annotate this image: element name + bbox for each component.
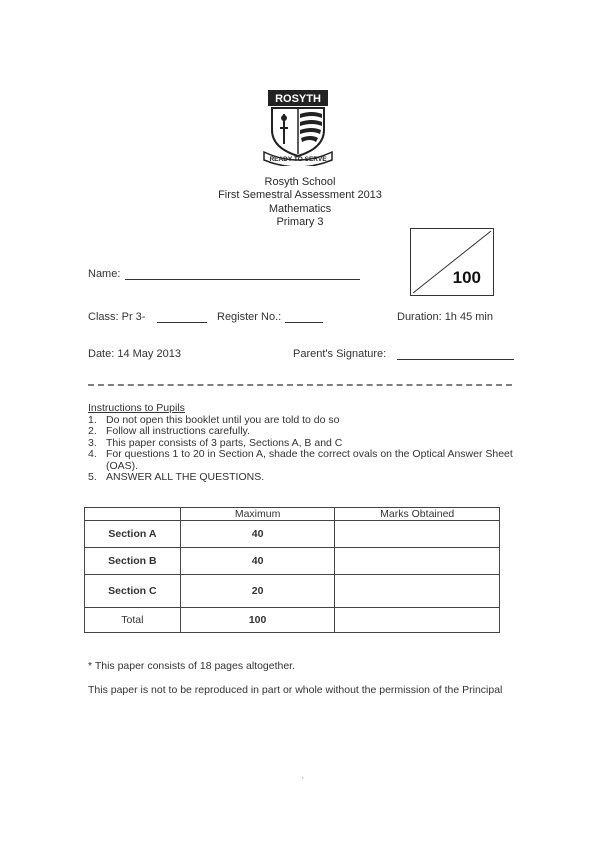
marks-obtained[interactable] (335, 608, 500, 633)
copyright-note: This paper is not to be reproduced in part or whole without the permission of the Principal (88, 684, 503, 696)
instruction-item (88, 449, 528, 472)
marks-obtained[interactable] (335, 575, 500, 608)
school-name: Rosyth School (264, 176, 336, 188)
table-row (85, 608, 500, 633)
instructions-title: Instructions to Pupils (88, 402, 185, 414)
marks-obtained[interactable] (335, 521, 500, 548)
instruction-text: Do not open this booklet until you are told to do so (106, 413, 340, 426)
table-header-row (85, 508, 500, 521)
instruction-number: 2. (88, 425, 97, 437)
level-title: Primary 3 (276, 216, 324, 228)
table-header: Maximum (180, 508, 335, 521)
table-row (85, 575, 500, 608)
instruction-number: 5. (88, 471, 97, 483)
register-label: Register No.: (217, 311, 282, 323)
section-name: Section A (85, 521, 181, 548)
max-marks: 100 (180, 608, 335, 633)
section-name: Total (85, 608, 181, 633)
page-mark: ‘ (302, 776, 304, 785)
school-crest (262, 88, 334, 166)
name-field[interactable] (125, 278, 360, 280)
assessment-title: First Semestral Assessment 2013 (218, 189, 382, 201)
section-name: Section B (85, 548, 181, 575)
score-box (410, 228, 494, 296)
notes (88, 660, 528, 708)
class-field[interactable] (157, 321, 207, 323)
signature-field[interactable] (397, 358, 514, 360)
class-label: Class: Pr 3- (88, 311, 146, 323)
max-marks: 20 (180, 575, 335, 608)
section-name: Section C (85, 575, 181, 608)
marks-table (84, 507, 500, 633)
instruction-text: For questions 1 to 20 in Section A, shade the correct ovals on the Optical Answer Sheet (OAS). (106, 448, 513, 472)
instruction-number: 4. (88, 448, 97, 460)
instruction-text: ANSWER ALL THE QUESTIONS. (106, 471, 265, 483)
instruction-item (88, 472, 528, 484)
date-label: Date: 14 May 2013 (88, 348, 181, 360)
table-header (85, 508, 181, 521)
subject-title: Mathematics (268, 203, 332, 215)
table-header: Marks Obtained (335, 508, 500, 521)
signature-label: Parent's Signature: (293, 348, 387, 360)
instruction-number: 3. (88, 436, 97, 449)
instruction-item (88, 426, 528, 438)
table-row (85, 548, 500, 575)
page-count-note: * This paper consists of 18 pages altogether. (88, 660, 296, 672)
dashed-divider (88, 384, 512, 388)
max-marks: 40 (180, 521, 335, 548)
table-row (85, 521, 500, 548)
instruction-text: This paper consists of 3 parts, Sections A, B and C (106, 436, 343, 449)
marks-obtained[interactable] (335, 548, 500, 575)
instructions (88, 403, 528, 484)
crest-motto-text: READY TO SERVE (269, 156, 327, 163)
max-marks: 40 (180, 548, 335, 575)
name-label: Name: (88, 268, 121, 280)
crest-banner-text: ROSYTH (275, 93, 321, 105)
register-field[interactable] (285, 321, 323, 323)
instruction-text: Follow all instructions carefully. (106, 425, 250, 437)
instruction-number: 1. (88, 413, 97, 426)
score-total: 100 (452, 268, 481, 287)
duration-label: Duration: 1h 45 min (397, 311, 493, 323)
